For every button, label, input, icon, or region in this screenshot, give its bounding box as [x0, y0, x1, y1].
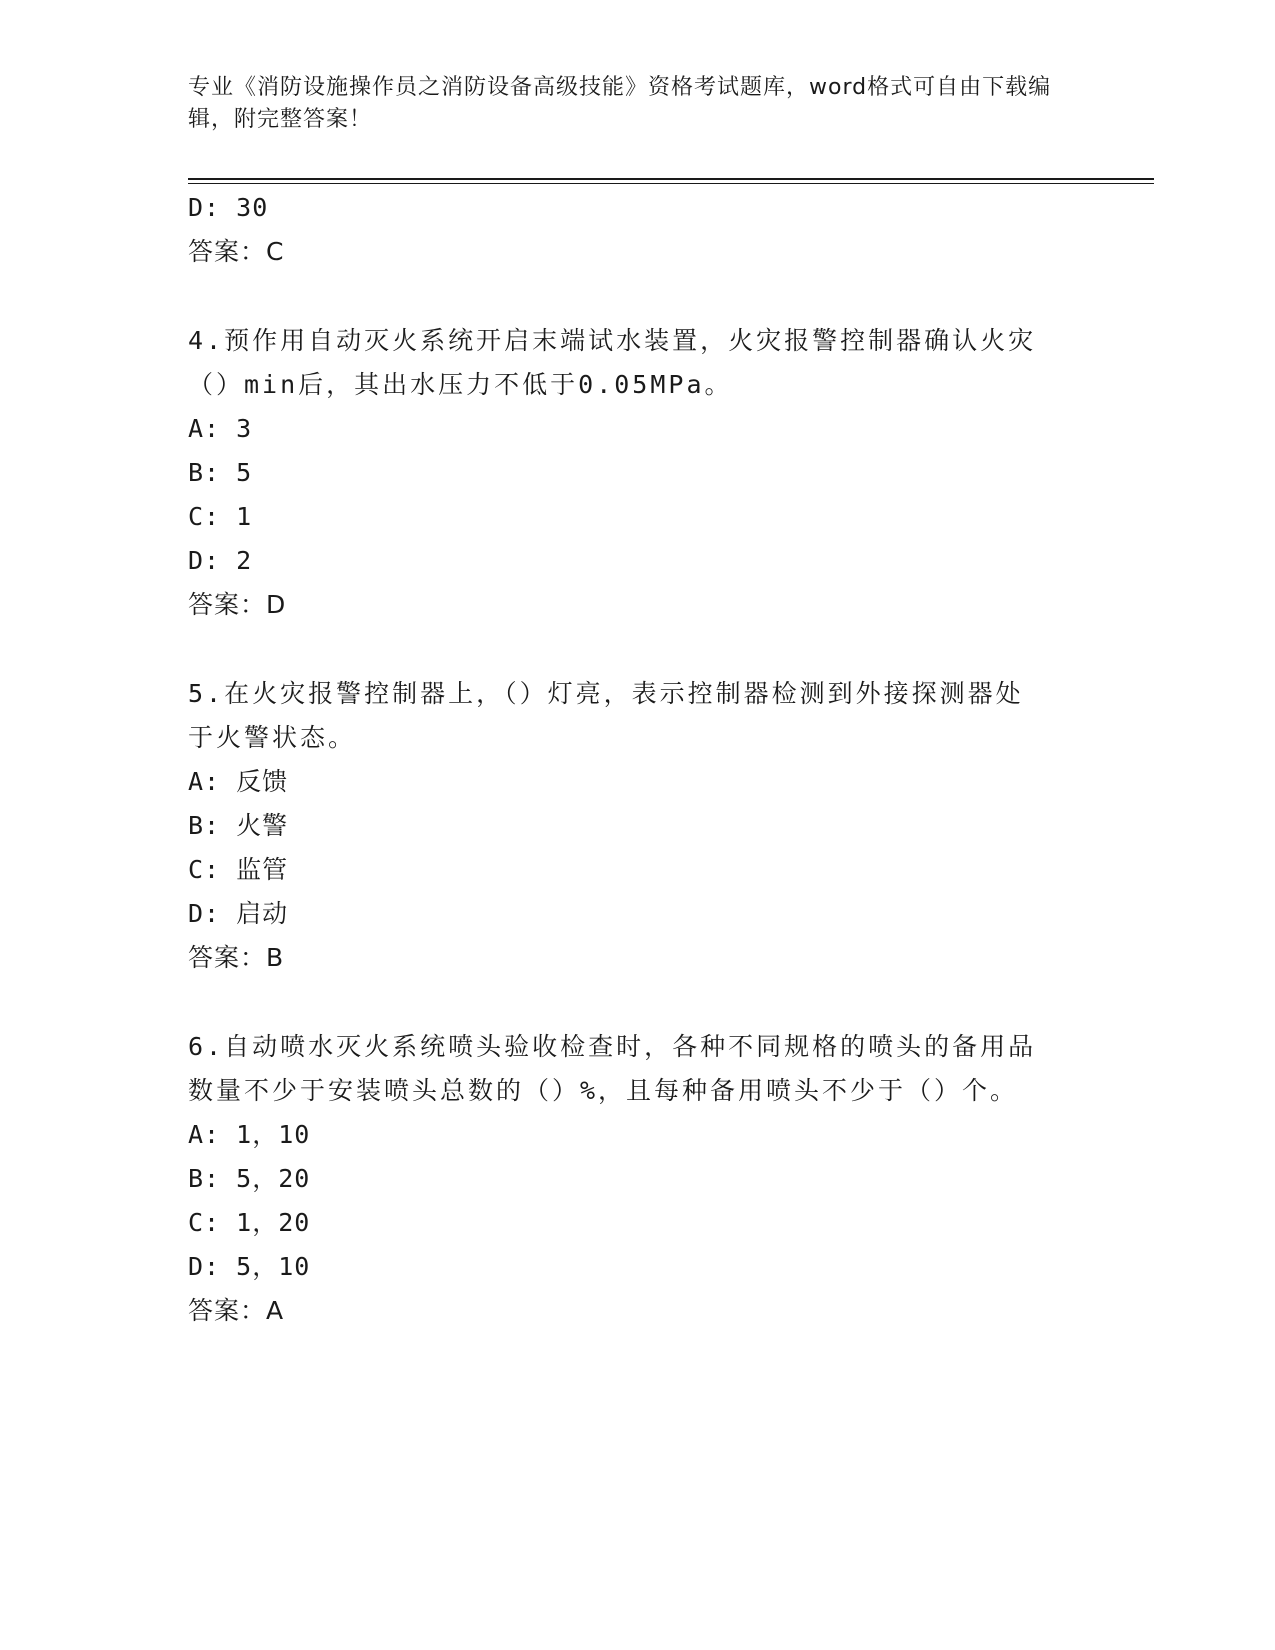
header-rule-thin: [188, 183, 1154, 184]
page-header-text: 专业《消防设施操作员之消防设备高级技能》资格考试题库，word格式可自由下载编辑，附完整答案！: [188, 75, 1052, 132]
q5-answer: 答案：B: [188, 943, 285, 972]
q5-stem-line1: 5.在火灾报警控制器上，（）灯亮，表示控制器检测到外接探测器处: [188, 679, 1024, 708]
q4-option-c: C: 1: [188, 502, 253, 531]
q4-option-a: A: 3: [188, 414, 253, 443]
q6-option-d: D: 5，10: [188, 1252, 311, 1281]
prev-option-d: D: 30: [188, 193, 269, 222]
q5-option-b: B: 火警: [188, 811, 289, 840]
q6-option-b: B: 5，20: [188, 1164, 311, 1193]
q5-option-a: A: 反馈: [188, 767, 289, 796]
q4-stem-line2: （）min后，其出水压力不低于0.05MPa。: [188, 370, 733, 399]
q6-answer: 答案：A: [188, 1296, 285, 1325]
q5-option-c: C: 监管: [188, 855, 289, 884]
q6-stem-line2: 数量不少于安装喷头总数的（）%，且每种备用喷头不少于（）个。: [188, 1076, 1019, 1105]
q6-stem-line1: 6.自动喷水灭火系统喷头验收检查时，各种不同规格的喷头的备用品: [188, 1032, 1037, 1061]
q6-option-a: A: 1，10: [188, 1120, 311, 1149]
q6-option-c: C: 1，20: [188, 1208, 311, 1237]
q4-answer: 答案：D: [188, 590, 287, 619]
q4-option-d: D: 2: [188, 546, 253, 575]
prev-answer: 答案：C: [188, 237, 285, 266]
q5-option-d: D: 启动: [188, 899, 289, 928]
q5-stem-line2: 于火警状态。: [188, 723, 357, 752]
q4-stem-line1: 4.预作用自动灭火系统开启末端试水装置，火灾报警控制器确认火灾: [188, 326, 1037, 355]
header-rule-thick: [188, 178, 1154, 180]
q4-option-b: B: 5: [188, 458, 253, 487]
